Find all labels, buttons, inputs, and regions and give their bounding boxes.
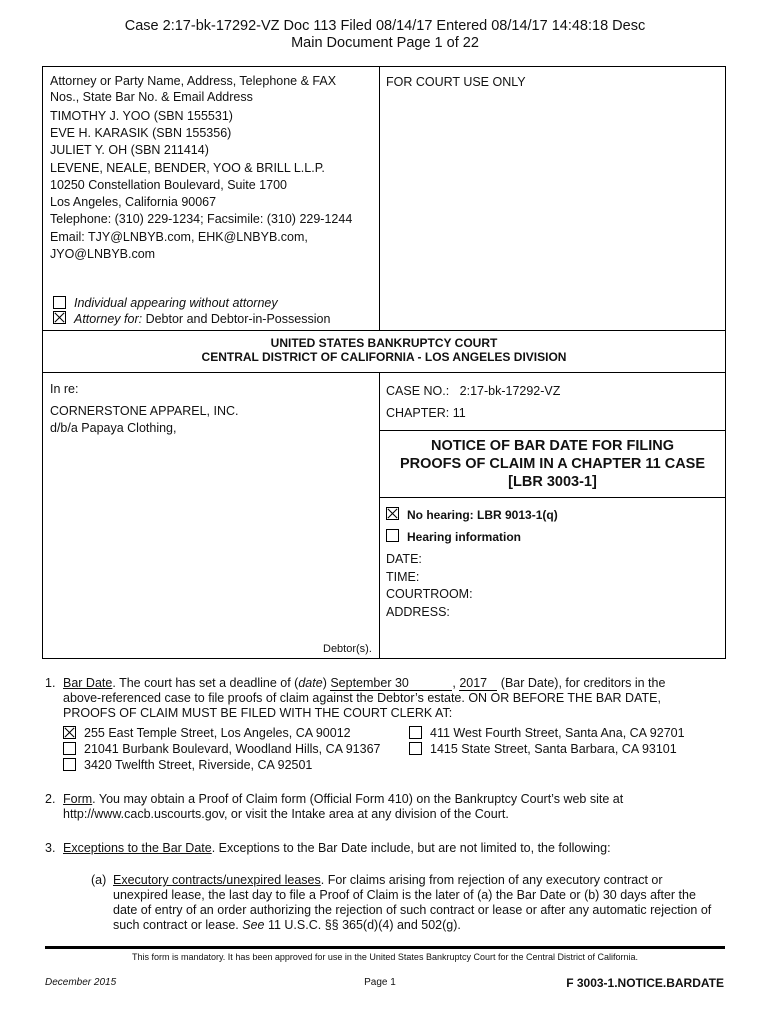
section2-line1 xyxy=(63,791,623,807)
bar-year-field[interactable]: 2017 xyxy=(459,677,497,691)
section1-text-c: (Bar Date), for creditors in the xyxy=(497,676,666,690)
section3a-see: See xyxy=(242,918,265,932)
section3a-line4-b: 11 U.S.C. §§ 365(d)(4) and 502(g). xyxy=(264,918,461,932)
address-checkbox-woodland-hills[interactable] xyxy=(63,742,76,755)
debtor-dba: d/b/a Papaya Clothing, xyxy=(50,421,177,435)
section1-heading: Bar Date xyxy=(63,676,113,690)
court-use-label: FOR COURT USE ONLY xyxy=(386,75,526,89)
footer-form-id: F 3003-1.NOTICE.BARDATE xyxy=(566,976,724,990)
hearing-time-label: TIME: xyxy=(386,570,420,584)
court-name-line1: UNITED STATES BANKRUPTCY COURT xyxy=(270,336,498,350)
notice-title-line2: PROOFS OF CLAIM IN A CHAPTER 11 CASE xyxy=(399,456,706,472)
no-hearing-checkbox[interactable] xyxy=(386,507,399,520)
section2-line2: http://www.cacb.uscourts.gov, or visit the Intake area at any division of the Court. xyxy=(63,807,509,821)
address-woodland-hills: 21041 Burbank Boulevard, Woodland Hills, CA 91367 xyxy=(84,742,381,756)
debtor-name: CORNERSTONE APPAREL, INC. xyxy=(50,404,239,418)
address-checkbox-los-angeles[interactable] xyxy=(63,726,76,739)
section1-line3: PROOFS OF CLAIM MUST BE FILED WITH THE COURT CLERK AT: xyxy=(63,706,453,720)
attorney-line: TIMOTHY J. YOO (SBN 155531) xyxy=(50,109,233,123)
case-header-line1: Case 2:17-bk-17292-VZ Doc 113 Filed 08/14/17 Entered 08/14/17 14:48:18 Desc xyxy=(124,18,646,34)
attorney-line: Telephone: (310) 229-1234; Facsimile: (310) 229-1244 xyxy=(50,212,353,226)
individual-checkbox[interactable] xyxy=(53,296,66,309)
no-hearing-label: No hearing: LBR 9013-1(q) xyxy=(407,508,558,522)
section3a-line3: date of entry of an order authorizing the rejection of such contract or lease or after any automatic rejection of xyxy=(113,903,712,917)
footer-mandatory-note: This form is mandatory. It has been approved for use in the United States Bankruptcy Court for the Central District of California. xyxy=(131,952,639,962)
section1-comma: , xyxy=(452,676,456,690)
hearing-date-label: DATE: xyxy=(386,552,422,566)
section2-number: 2. xyxy=(45,792,56,806)
case-no-value: 2:17-bk-17292-VZ xyxy=(459,384,561,398)
attorney-for-checkbox[interactable] xyxy=(53,311,66,324)
attorney-line: JYO@LNBYB.com xyxy=(50,247,156,261)
attorney-line: LEVENE, NEALE, BENDER, YOO & BRILL L.L.P. xyxy=(50,161,325,175)
attorney-line: Email: TJY@LNBYB.com, EHK@LNBYB.com, xyxy=(50,230,308,244)
notice-title-line3: [LBR 3003-1] xyxy=(508,474,597,490)
section1-text-b: ) xyxy=(322,676,327,690)
section3-text: . Exceptions to the Bar Date include, but are not limited to, the following: xyxy=(211,841,611,855)
address-checkbox-riverside[interactable] xyxy=(63,758,76,771)
section3a-text: . For claims arising from rejection of any executory contract or xyxy=(320,873,663,887)
address-checkbox-santa-barbara[interactable] xyxy=(409,742,422,755)
checkmark-x-icon xyxy=(64,727,75,738)
notice-title-line1: NOTICE OF BAR DATE FOR FILING xyxy=(431,438,674,454)
attorney-line: EVE H. KARASIK (SBN 155356) xyxy=(50,126,232,140)
section1-line2: above-referenced case to file proofs of claim against the Debtor’s estate. ON OR BEFORE THE BAR DATE, xyxy=(63,691,661,705)
section3a-line4 xyxy=(113,917,461,933)
checkmark-x-icon xyxy=(387,508,398,519)
debtors-label: Debtor(s). xyxy=(323,643,372,655)
footer-page: Page 1 xyxy=(364,977,396,988)
hearing-info-checkbox[interactable] xyxy=(386,529,399,542)
individual-label: Individual appearing without attorney xyxy=(74,296,278,310)
footer-rule xyxy=(45,946,725,949)
section1-date-word: date xyxy=(298,676,323,690)
hearing-info-label: Hearing information xyxy=(407,530,522,544)
court-name-line2: CENTRAL DISTRICT OF CALIFORNIA - xyxy=(201,350,425,364)
footer-date: December 2015 xyxy=(45,977,117,988)
address-checkbox-santa-ana[interactable] xyxy=(409,726,422,739)
section2-heading: Form xyxy=(63,792,93,806)
address-santa-ana: 411 West Fourth Street, Santa Ana, CA 92701 xyxy=(430,726,685,740)
court-division: LOS ANGELES DIVISION xyxy=(424,350,567,364)
section1-number: 1. xyxy=(45,676,56,690)
in-re-label: In re: xyxy=(50,382,79,396)
attorney-for-label: Attorney for: xyxy=(74,312,143,326)
chapter-value: 11 xyxy=(452,406,466,420)
chapter-label: CHAPTER: xyxy=(386,406,450,420)
address-riverside: 3420 Twelfth Street, Riverside, CA 92501 xyxy=(84,758,313,772)
attorney-label-line2: Nos., State Bar No. & Email Address xyxy=(50,90,253,104)
attorney-line: Los Angeles, California 90067 xyxy=(50,195,217,209)
attorney-line: JULIET Y. OH (SBN 211414) xyxy=(50,143,209,157)
address-los-angeles: 255 East Temple Street, Los Angeles, CA 90012 xyxy=(84,726,351,740)
attorney-for-value: Debtor and Debtor-in-Possession xyxy=(145,312,331,326)
section3a-line4-a: such contract or lease. xyxy=(113,918,243,932)
hearing-courtroom-label: COURTROOM: xyxy=(386,587,473,601)
section3a-label: (a) xyxy=(91,873,107,887)
section3-number: 3. xyxy=(45,841,56,855)
section3-line1 xyxy=(63,840,611,856)
section3a-line2: unexpired lease, the last day to file a Proof of Claim is the later of (a) the Bar Date or (b) 30 days after the xyxy=(113,888,696,902)
section3-heading: Exceptions to the Bar Date xyxy=(63,841,212,855)
attorney-label-line1: Attorney or Party Name, Address, Telephone & FAX xyxy=(50,74,337,88)
hearing-address-label: ADDRESS: xyxy=(386,605,450,619)
section1-line1 xyxy=(63,675,665,691)
section3a-heading: Executory contracts/unexpired leases xyxy=(113,873,321,887)
bar-date-field[interactable]: September 30 xyxy=(330,677,452,691)
section1-text-a: . The court has set a deadline of ( xyxy=(112,676,299,690)
section3a-line1 xyxy=(113,872,663,888)
address-santa-barbara: 1415 State Street, Santa Barbara, CA 93101 xyxy=(430,742,677,756)
case-no-label: CASE NO.: xyxy=(386,384,450,398)
attorney-line: 10250 Constellation Boulevard, Suite 1700 xyxy=(50,178,287,192)
checkmark-x-icon xyxy=(54,312,65,323)
section2-text: . You may obtain a Proof of Claim form (Official Form 410) on the Bankruptcy Court’s web site at xyxy=(92,792,624,806)
case-header-line2: Main Document Page 1 of 22 xyxy=(291,35,479,51)
